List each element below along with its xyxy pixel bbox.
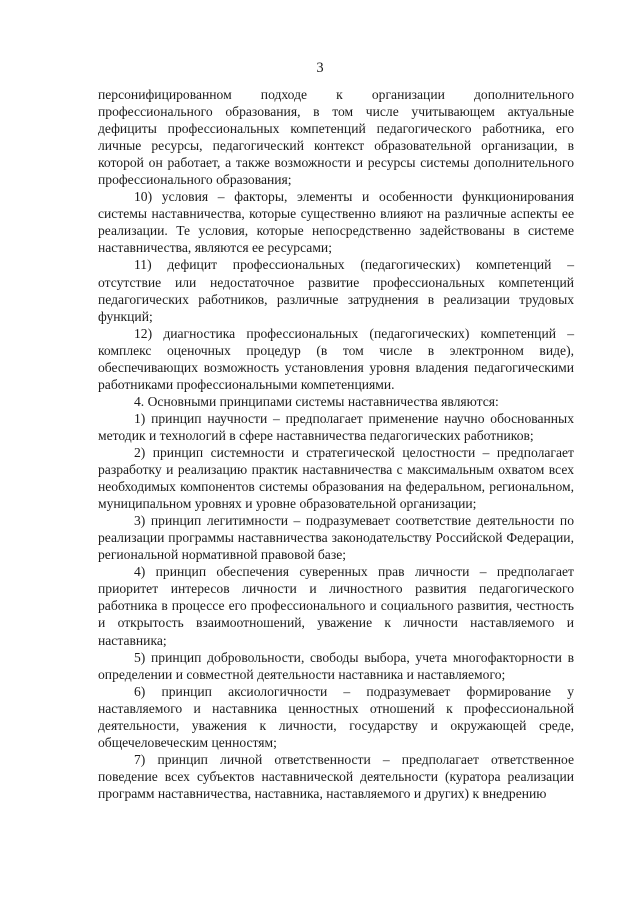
- paragraph: 4) принцип обеспечения суверенных прав личности – предполагает приоритет интересов личности и личностного развития педагогического работника в процессе его профессионального и социального развития, честность и открытость взаимоотношений, уважение к личности наставляемого и наставника;: [98, 564, 574, 648]
- paragraph: 11) дефицит профессиональных (педагогических) компетенций – отсутствие или недостаточное развитие профессиональных компетенций педагогических работников, различные затруднения в реализации трудовых функций;: [98, 257, 574, 324]
- paragraph: 12) диагностика профессиональных (педагогических) компетенций – комплекс оценочных процедур (в том числе в электронном виде), обеспечивающих возможность установления уровня владения педагогическими работниками профессиональными компетенциями.: [98, 325, 574, 392]
- paragraph: 7) принцип личной ответственности – предполагает ответственное поведение всех субъектов наставнической деятельности (куратора реализации программ наставничества, наставника, наставляемого и других) к внедрению: [98, 751, 574, 801]
- paragraph: персонифицированном подходе к организации дополнительного профессионального образования, в том числе учитывающем актуальные дефициты профессиональных компетенций педагогического работника, его личные ресурсы, педагогический контекст образовательной организации, в которой он работает, а также возможности и ресурсы системы дополнительного профессионального образования;: [98, 87, 574, 188]
- paragraph: 4. Основными принципами системы наставничества являются:: [134, 393, 499, 409]
- paragraph: 2) принцип системности и стратегической целостности – предполагает разработку и реализацию практик наставничества с максимальным охватом всех необходимых компонентов системы образования на федеральном, региональном, муниципальном уровнях и уровне образовательной организации;: [98, 444, 574, 512]
- paragraph: 10) условия – факторы, элементы и особенности функционирования системы наставничества, которые существенно влияют на различные аспекты ее реализации. Те условия, которые непосредственно задействованы в системе наставничества, являются ее ресурсами;: [98, 189, 574, 256]
- paragraph: 5) принцип добровольности, свободы выбора, учета многофакторности в определении и совместной деятельности наставника и наставляемого;: [98, 649, 574, 682]
- body-text: [98, 86, 574, 802]
- paragraph: 1) принцип научности – предполагает применение научно обоснованных методик и технологий в сфере наставничества педагогических работников;: [98, 410, 574, 443]
- paragraph: 3) принцип легитимности – подразумевает соответствие деятельности по реализации программы наставничества законодательству Российской Федерации, региональной нормативной правовой базе;: [98, 513, 574, 563]
- paragraph: 6) принцип аксиологичности – подразумевает формирование у наставляемого и наставника ценностных отношений к профессиональной деятельности, уважения к личности, государству и окружающей среде, общечеловеческим ценностям;: [98, 683, 574, 750]
- page-number: 3: [316, 60, 324, 76]
